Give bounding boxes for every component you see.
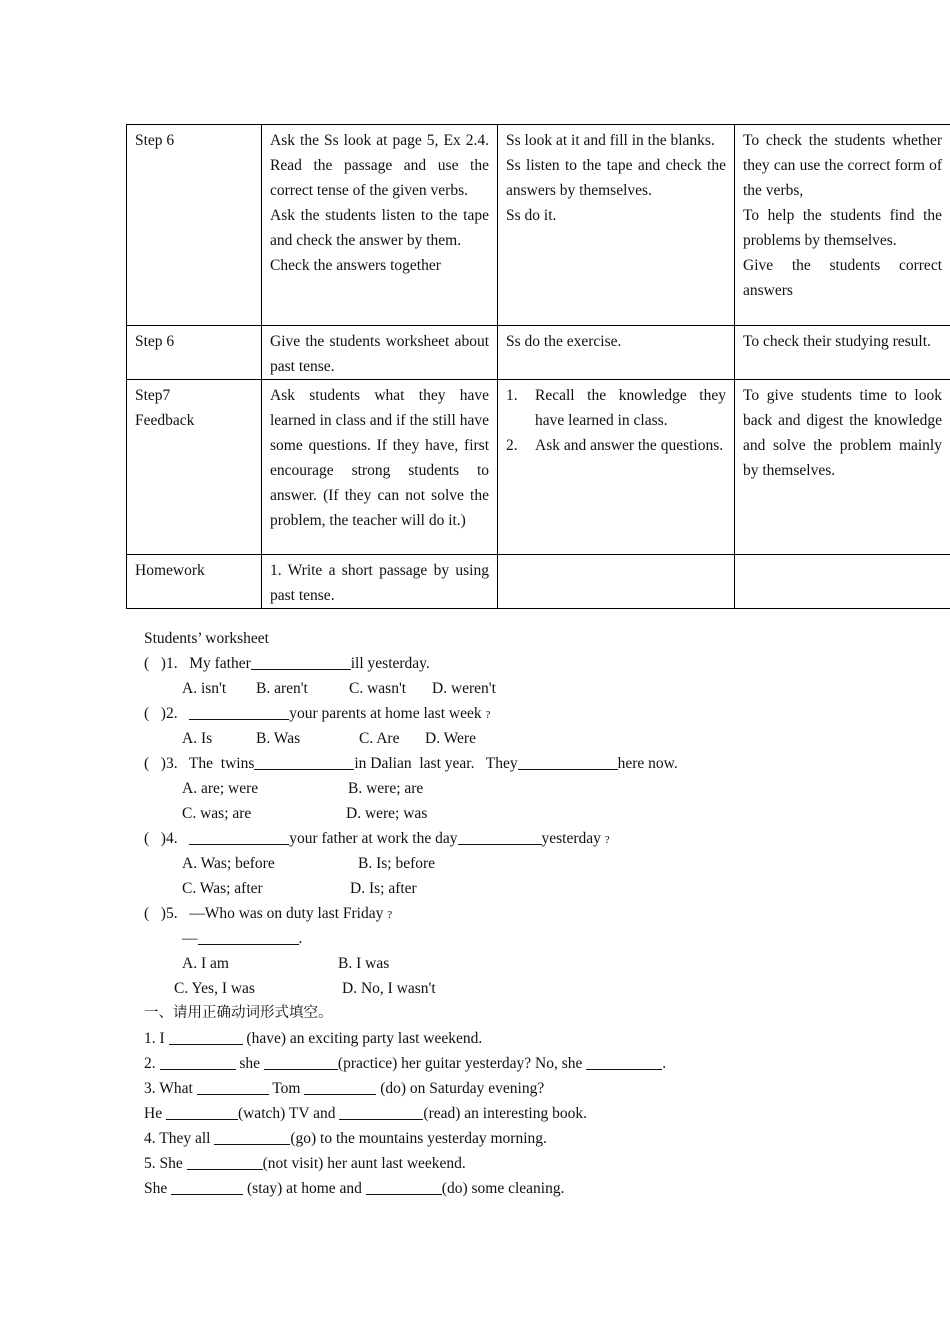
option-b: B. aren't	[256, 680, 308, 697]
teacher-activity-text: 1. Write a short passage by using past tense.	[270, 562, 489, 604]
question-5	[144, 901, 844, 926]
fill-line-7	[144, 1176, 844, 1201]
answer-blank[interactable]	[458, 828, 542, 845]
answer-blank[interactable]	[254, 753, 354, 770]
answer-blank[interactable]	[586, 1053, 662, 1070]
question-text: ( )3. The twins	[144, 755, 255, 772]
option-b: B. Is; before	[358, 855, 436, 872]
fill-text: (practice) her guitar yesterday? No, she	[337, 1055, 587, 1072]
teacher-activity-cell	[262, 125, 498, 326]
option-c: C. Was; after	[182, 880, 263, 897]
step-cell	[127, 555, 262, 609]
question-text: here now.	[617, 755, 678, 772]
option-c: C. Are	[359, 730, 400, 747]
fill-text: 3. What	[144, 1080, 197, 1097]
teacher-activity-cell	[262, 380, 498, 555]
teacher-activity-text: Check the answers together	[270, 257, 441, 274]
question-text: your parents at home last week	[289, 705, 482, 722]
answer-blank[interactable]	[518, 753, 618, 770]
step-label: Feedback	[135, 412, 195, 429]
purpose-cell	[735, 125, 950, 326]
option-b: B. were; are	[348, 780, 424, 797]
answer-blank[interactable]	[339, 1103, 423, 1120]
fill-text: (stay) at home and	[243, 1180, 366, 1197]
student-activity-text: Ss listen to the tape and check the answers by themselves.	[506, 157, 726, 199]
fill-line-1	[144, 1026, 844, 1051]
period: .	[298, 930, 303, 947]
question-4	[144, 826, 844, 851]
purpose-text: Give the students correct answers	[743, 257, 942, 299]
answer-blank[interactable]	[214, 1128, 290, 1145]
teacher-activity-cell	[262, 326, 498, 380]
step-label: Step 6	[135, 132, 175, 149]
student-activity-list	[506, 383, 726, 458]
fill-text: (do) on Saturday evening?	[376, 1080, 545, 1097]
answer-blank[interactable]	[304, 1078, 376, 1095]
purpose-text: To check their studying result.	[743, 333, 931, 350]
option-a: A. isn't	[182, 680, 227, 697]
question-1-options	[144, 676, 844, 701]
fill-line-4	[144, 1101, 844, 1126]
fill-text: 5. She	[144, 1155, 187, 1172]
option-a: A. Is	[182, 730, 213, 747]
teacher-activity-text: Ask students what they have learned in class and if the still have some questions. If they have, first encourage strong students to answer. (If they can not solve the problem, the teacher will do it.)	[270, 387, 489, 529]
purpose-text: To give students time to look back and digest the knowledge and solve the problem mainly by themselves.	[743, 387, 942, 479]
option-d: D. Is; after	[350, 880, 417, 897]
fill-line-3	[144, 1076, 844, 1101]
question-2-options	[144, 726, 844, 751]
answer-blank[interactable]	[166, 1103, 238, 1120]
answer-blank[interactable]	[264, 1053, 338, 1070]
question-mark: ?	[485, 709, 491, 721]
table-row	[127, 380, 950, 555]
student-activity-text: Ss do it.	[506, 207, 557, 224]
teacher-activity-text: Ask the students listen to the tape and check the answer by them.	[270, 207, 489, 249]
option-b: B. Was	[256, 730, 301, 747]
fill-text: 1. I	[144, 1030, 169, 1047]
answer-blank[interactable]	[189, 828, 289, 845]
fill-text: Tom	[268, 1080, 305, 1097]
teacher-activity-text: Give the students worksheet about past tense.	[270, 333, 489, 375]
fill-text: (go) to the mountains yesterday morning.	[290, 1130, 547, 1147]
step-cell	[127, 326, 262, 380]
option-a: A. I am	[182, 955, 229, 972]
dash: —	[182, 930, 198, 947]
fill-line-6	[144, 1151, 844, 1176]
list-item	[506, 383, 726, 433]
question-mark: ?	[387, 909, 393, 921]
fill-heading: 一、请用正确动词形式填空。	[144, 1005, 333, 1021]
answer-blank[interactable]	[198, 928, 299, 945]
table-row	[127, 326, 950, 380]
question-mark: ?	[604, 834, 610, 846]
option-a: A. Was; before	[182, 855, 275, 872]
step-cell	[127, 125, 262, 326]
fill-text: (do) some cleaning.	[441, 1180, 565, 1197]
question-3	[144, 751, 844, 776]
list-text: Ask and answer the questions.	[535, 437, 724, 454]
student-activity-cell	[498, 380, 735, 555]
question-2	[144, 701, 844, 726]
option-d: D. No, I wasn't	[342, 980, 436, 997]
question-text: in Dalian last year. They	[354, 755, 518, 772]
teacher-activity-cell	[262, 555, 498, 609]
option-d: D. were; was	[346, 805, 428, 822]
question-text: ill yesterday.	[350, 655, 430, 672]
step-label: Homework	[135, 562, 205, 579]
worksheet-title: Students’ worksheet	[144, 630, 269, 647]
question-text: your father at work the day	[289, 830, 458, 847]
answer-blank[interactable]	[171, 1178, 243, 1195]
fill-text: she	[235, 1055, 264, 1072]
question-text: ( )5. —Who was on duty last Friday	[144, 905, 384, 922]
question-3-options	[144, 776, 844, 801]
worksheet	[144, 626, 844, 1201]
table-row	[127, 125, 950, 326]
question-text: yesterday	[541, 830, 601, 847]
step-cell	[127, 380, 262, 555]
student-activity-cell	[498, 555, 735, 609]
table-row	[127, 555, 950, 609]
fill-text: (not visit) her aunt last weekend.	[262, 1155, 466, 1172]
answer-blank[interactable]	[187, 1153, 263, 1170]
list-item	[506, 433, 726, 458]
answer-blank[interactable]	[169, 1028, 243, 1045]
question-1	[144, 651, 844, 676]
answer-blank[interactable]	[189, 703, 289, 720]
student-activity-cell	[498, 125, 735, 326]
question-3-options	[144, 801, 844, 826]
question-5-options	[144, 976, 844, 1001]
purpose-cell	[735, 326, 950, 380]
student-activity-cell	[498, 326, 735, 380]
fill-line-2	[144, 1051, 844, 1076]
lesson-plan-table	[126, 124, 950, 609]
option-b: B. I was	[338, 955, 390, 972]
purpose-text: To help the students find the problems by themselves.	[743, 207, 942, 249]
fill-text: .	[662, 1055, 667, 1072]
option-c: C. Yes, I was	[174, 980, 255, 997]
fill-line-5	[144, 1126, 844, 1151]
purpose-cell	[735, 555, 950, 609]
list-number: 1.	[506, 387, 518, 404]
question-5-answer-line	[144, 926, 844, 951]
answer-blank[interactable]	[366, 1178, 442, 1195]
option-c: C. was; are	[182, 805, 252, 822]
answer-blank[interactable]	[197, 1078, 269, 1095]
question-text: ( )1. My father	[144, 655, 251, 672]
step-label: Step7	[135, 387, 171, 404]
step-label: Step 6	[135, 333, 175, 350]
question-text: ( )4.	[144, 830, 190, 847]
option-c: C. wasn't	[349, 680, 407, 697]
list-number: 2.	[506, 437, 518, 454]
list-text: Recall the knowledge they have learned in class.	[535, 387, 726, 429]
answer-blank[interactable]	[251, 653, 351, 670]
option-d: D. weren't	[432, 680, 496, 697]
option-d: D. Were	[425, 730, 476, 747]
question-text: ( )2.	[144, 705, 190, 722]
fill-text: 2.	[144, 1055, 160, 1072]
question-5-options	[144, 951, 844, 976]
fill-text: (have) an exciting party last weekend.	[242, 1030, 483, 1047]
question-4-options	[144, 876, 844, 901]
fill-text: (watch) TV and	[237, 1105, 340, 1122]
student-activity-text: Ss do the exercise.	[506, 333, 622, 350]
question-4-options	[144, 851, 844, 876]
option-a: A. are; were	[182, 780, 259, 797]
teacher-activity-text: Ask the Ss look at page 5, Ex 2.4. Read the passage and use the correct tense of the given verbs.	[270, 132, 489, 199]
fill-text: He	[144, 1105, 166, 1122]
fill-text: 4. They all	[144, 1130, 215, 1147]
fill-text: (read) an interesting book.	[423, 1105, 587, 1122]
student-activity-text: Ss look at it and fill in the blanks.	[506, 132, 715, 149]
purpose-text: To check the students whether they can use the correct form of the verbs,	[743, 132, 942, 199]
fill-text: She	[144, 1180, 172, 1197]
answer-blank[interactable]	[160, 1053, 236, 1070]
purpose-cell	[735, 380, 950, 555]
